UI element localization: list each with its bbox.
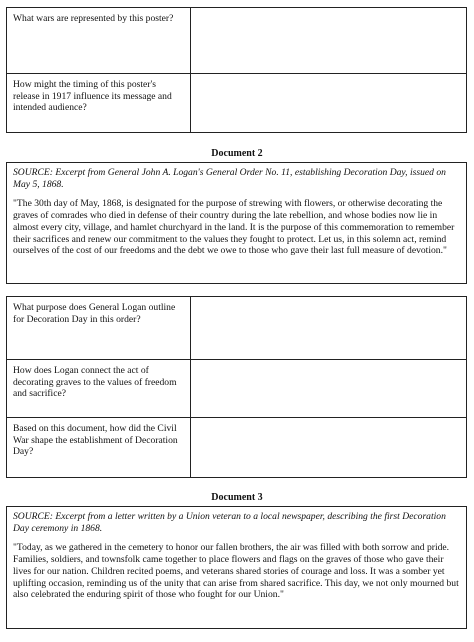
question-table-2 <box>6 296 467 478</box>
answer-cell[interactable] <box>191 297 466 359</box>
question-cell: Based on this document, how did the Civil War shape the establishment of Decoration Day? <box>7 418 191 477</box>
table-row <box>7 359 466 417</box>
answer-cell[interactable] <box>191 418 466 477</box>
answer-cell[interactable] <box>191 8 466 73</box>
question-table-1 <box>6 7 467 133</box>
table-row <box>7 8 466 73</box>
document-3-quote: "Today, as we gathered in the cemetery to honor our fallen brothers, the air was filled with both sorrow and pride. Families, soldiers, and townsfolk came together to place flowers and flags on the graves of those who gave their lives for our nation. Children recited poems, and veterans shared stories of courage and loss. It was a somber yet uplifting occasion, reminding us of the unity that can arise from shared sacrifice. This day, we not only mourned but also celebrated the enduring spirit of those who fought for our Union." <box>13 542 459 601</box>
answer-cell[interactable] <box>191 74 466 132</box>
document-2-source: SOURCE: Excerpt from General John A. Logan's General Order No. 11, establishing Decoration Day, issued on May 5, 1868. <box>13 167 446 190</box>
question-cell: How does Logan connect the act of decorating graves to the values of freedom and sacrifice? <box>7 360 191 417</box>
document-2-title: Document 2 <box>211 148 263 159</box>
document-3-source: SOURCE: Excerpt from a letter written by a Union veteran to a local newspaper, describing the first Decoration Day ceremony in 1868. <box>13 511 446 534</box>
table-row <box>7 73 466 132</box>
document-2-box <box>6 162 467 284</box>
question-cell: What wars are represented by this poster? <box>7 8 191 73</box>
document-3-box <box>6 506 467 629</box>
question-cell: How might the timing of this poster's release in 1917 influence its message and intended audience? <box>7 74 191 132</box>
answer-cell[interactable] <box>191 360 466 417</box>
table-row <box>7 297 466 359</box>
table-row <box>7 417 466 477</box>
document-3-title: Document 3 <box>211 492 263 503</box>
document-2-quote: "The 30th day of May, 1868, is designated for the purpose of strewing with flowers, or otherwise decorating the graves of comrades who died in defense of their country during the late rebellion, and whose bodies now lie in almost every city, village, and hamlet churchyard in the land. It is the purpose of this commemoration to remember their sacrifices and renew our commitment to the values they fought to protect. Let us, in this solemn act, remind ourselves of the cost of our freedoms and the debt we owe to those who gave their last full measure of devotion." <box>13 198 455 257</box>
question-cell: What purpose does General Logan outline for Decoration Day in this order? <box>7 297 191 359</box>
